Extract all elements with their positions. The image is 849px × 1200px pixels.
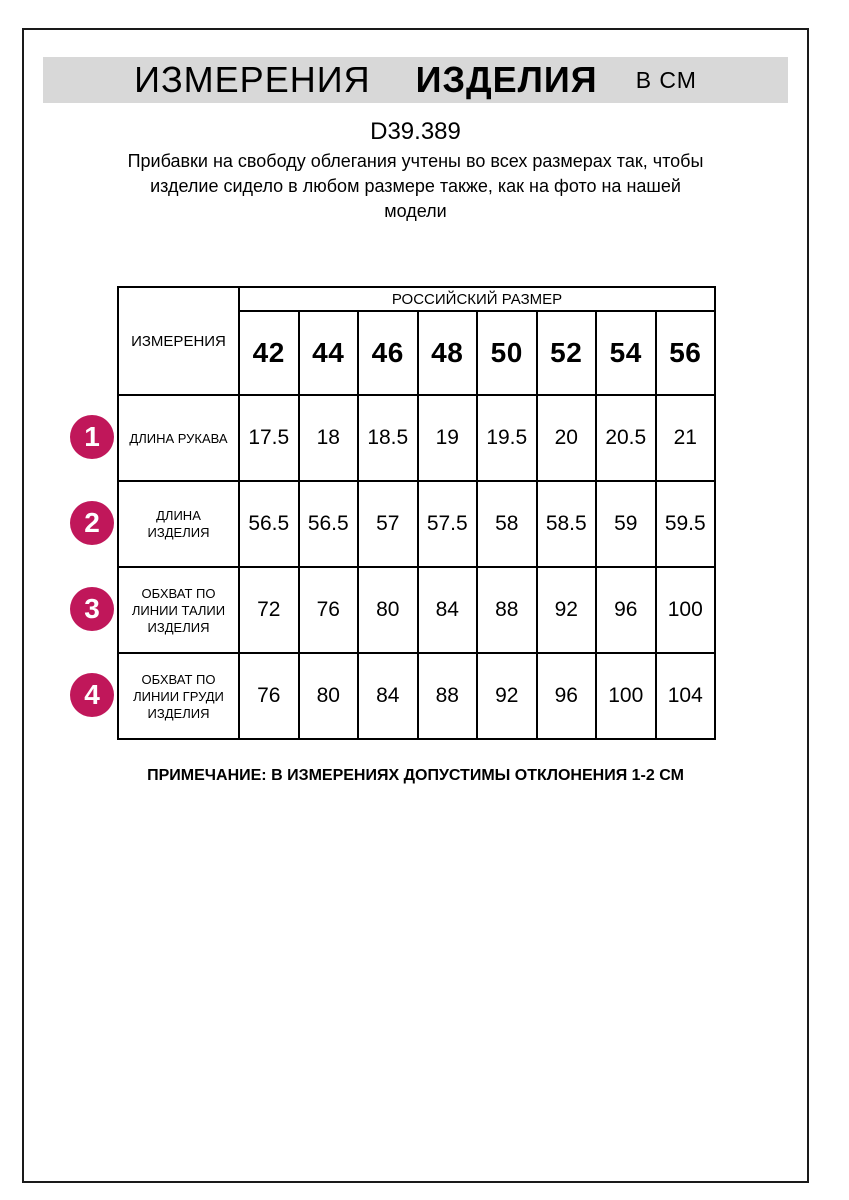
value-cell: 58	[477, 481, 537, 567]
value-cell: 84	[418, 567, 478, 653]
size-group-header: РОССИЙСКИЙ РАЗМЕР	[239, 287, 715, 311]
title-word-product: ИЗДЕЛИЯ	[415, 59, 598, 100]
value-cell: 80	[299, 653, 359, 739]
value-cell: 76	[239, 653, 299, 739]
row-number-badge: 4	[70, 673, 114, 717]
measurements-table-zone	[24, 286, 807, 740]
row-label	[118, 395, 239, 481]
measure-column-header: ИЗМЕРЕНИЯ	[118, 287, 239, 395]
tolerance-note: ПРИМЕЧАНИЕ: В ИЗМЕРЕНИЯХ ДОПУСТИМЫ ОТКЛОНЕНИЯ 1-2 СМ	[147, 767, 684, 784]
value-cell: 100	[596, 653, 656, 739]
value-cell: 88	[477, 567, 537, 653]
subtitle	[24, 149, 807, 224]
row-label-line: ЛИНИИ ТАЛИИ	[131, 602, 226, 618]
table-row	[118, 395, 715, 481]
size-header-46: 46	[358, 311, 418, 395]
row-label	[118, 567, 239, 653]
row-label	[118, 481, 239, 567]
value-cell: 20	[537, 395, 597, 481]
size-header-52: 52	[537, 311, 597, 395]
row-label-line: ОБХВАТ ПО	[141, 671, 216, 687]
row-label-line: ЛИНИИ ГРУДИ	[133, 688, 224, 704]
value-cell: 18.5	[358, 395, 418, 481]
value-cell: 96	[537, 653, 597, 739]
measurements-table	[117, 286, 716, 740]
subtitle-line: модели	[384, 201, 447, 221]
row-label-line: ИЗДЕЛИЯ	[147, 619, 210, 635]
value-cell: 20.5	[596, 395, 656, 481]
value-cell: 59.5	[656, 481, 716, 567]
table-row	[118, 481, 715, 567]
value-cell: 76	[299, 567, 359, 653]
subtitle-line: изделие сидело в любом размере также, как на фото на нашей	[150, 176, 681, 196]
value-cell: 84	[358, 653, 418, 739]
row-label	[118, 653, 239, 739]
value-cell: 58.5	[537, 481, 597, 567]
row-label-line: ОБХВАТ ПО	[141, 585, 216, 601]
table-row	[118, 567, 715, 653]
row-label-line: ДЛИНА	[156, 508, 201, 523]
value-cell: 104	[656, 653, 716, 739]
value-cell: 18	[299, 395, 359, 481]
row-number-badge: 3	[70, 587, 114, 631]
value-cell: 59	[596, 481, 656, 567]
value-cell: 57	[358, 481, 418, 567]
value-cell: 57.5	[418, 481, 478, 567]
product-code: D39.389	[370, 118, 461, 145]
value-cell: 19	[418, 395, 478, 481]
value-cell: 19.5	[477, 395, 537, 481]
value-cell: 72	[239, 567, 299, 653]
row-number-badge: 1	[70, 415, 114, 459]
size-header-48: 48	[418, 311, 478, 395]
row-label-line: ИЗДЕЛИЯ	[147, 705, 210, 721]
page-frame	[22, 28, 809, 1183]
value-cell: 92	[477, 653, 537, 739]
value-cell: 92	[537, 567, 597, 653]
size-header-42: 42	[239, 311, 299, 395]
title-unit-cm: В СМ	[635, 66, 697, 93]
table-row	[118, 653, 715, 739]
size-header-50: 50	[477, 311, 537, 395]
value-cell: 56.5	[299, 481, 359, 567]
value-cell: 56.5	[239, 481, 299, 567]
row-label-line: ИЗДЕЛИЯ	[147, 525, 210, 540]
value-cell: 80	[358, 567, 418, 653]
row-number-badge: 2	[70, 501, 114, 545]
value-cell: 88	[418, 653, 478, 739]
size-header-44: 44	[299, 311, 359, 395]
value-cell: 17.5	[239, 395, 299, 481]
title-word-measurements: ИЗМЕРЕНИЯ	[134, 59, 371, 100]
size-header-56: 56	[656, 311, 716, 395]
subtitle-line: Прибавки на свободу облегания учтены во всех размерах так, чтобы	[127, 151, 704, 171]
value-cell: 96	[596, 567, 656, 653]
row-label-line: ДЛИНА РУКАВА	[129, 430, 228, 446]
size-header-54: 54	[596, 311, 656, 395]
value-cell: 21	[656, 395, 716, 481]
title-bar	[43, 57, 788, 103]
value-cell: 100	[656, 567, 716, 653]
